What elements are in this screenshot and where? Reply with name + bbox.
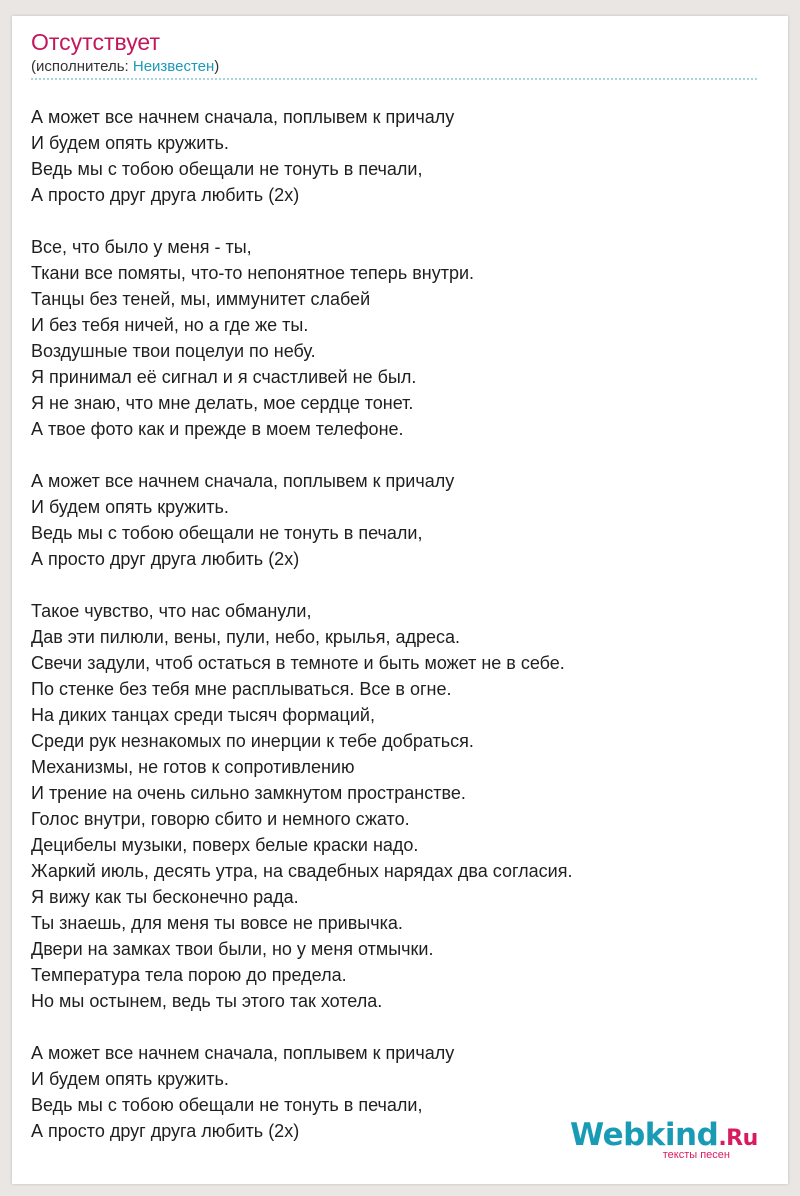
lyrics-line: Воздушные твои поцелуи по небу.: [31, 341, 316, 361]
lyrics-line: А просто друг друга любить (2x): [31, 549, 300, 569]
lyrics-line: И будем опять кружить.: [31, 133, 229, 153]
lyrics-stanza: [31, 104, 761, 208]
brand-tld: .Ru: [718, 1126, 758, 1151]
lyrics-line: Среди рук незнакомых по инерции к тебе добраться.: [31, 731, 474, 751]
lyrics-line: А просто друг друга любить (2x): [31, 1121, 300, 1141]
song-title: Отсутствует: [31, 29, 160, 55]
lyrics-line: Жаркий июль, десять утра, на свадебных нарядах два согласия.: [31, 861, 573, 881]
lyrics-line: А может все начнем сначала, поплывем к причалу: [31, 471, 455, 491]
meta-prefix: (исполнитель:: [31, 58, 133, 75]
lyrics-line: И без тебя ничей, но а где же ты.: [31, 315, 309, 335]
lyrics-line: Температура тела порою до предела.: [31, 965, 347, 985]
lyrics-line: Такое чувство, что нас обманули,: [31, 601, 312, 621]
lyrics-stanza: [31, 468, 761, 572]
lyrics-line: Я не знаю, что мне делать, мое сердце тонет.: [31, 393, 414, 413]
lyrics-line: А твое фото как и прежде в моем телефоне.: [31, 419, 404, 439]
lyrics-line: Ткани все помяты, что-то непонятное теперь внутри.: [31, 263, 475, 283]
lyrics-line: Децибелы музыки, поверх белые краски надо.: [31, 835, 419, 855]
lyrics-line: Ведь мы с тобою обещали не тонуть в печали,: [31, 1095, 423, 1115]
lyrics-line: Голос внутри, говорю сбито и немного сжато.: [31, 809, 410, 829]
lyrics-line: Но мы остынем, ведь ты этого так хотела.: [31, 991, 383, 1011]
lyrics-line: Ведь мы с тобою обещали не тонуть в печали,: [31, 523, 423, 543]
lyrics-line: Ты знаешь, для меня ты вовсе не привычка.: [31, 913, 403, 933]
dotted-divider: [31, 78, 757, 80]
artist-link[interactable]: Неизвестен: [132, 58, 215, 75]
lyrics-line: И будем опять кружить.: [31, 1069, 229, 1089]
song-meta: [31, 58, 219, 76]
lyrics-line: Все, что было у меня - ты,: [31, 237, 252, 257]
meta-suffix: ): [214, 58, 220, 75]
lyrics-line: Механизмы, не готов к сопротивлению: [31, 757, 355, 777]
lyrics-line: И будем опять кружить.: [31, 497, 229, 517]
lyrics-line: Дав эти пилюли, вены, пули, небо, крылья, адреса.: [31, 627, 461, 647]
lyrics-body: [31, 104, 761, 1170]
brand-tagline: тексты песен: [662, 1149, 730, 1161]
brand-main: Webkind: [570, 1117, 719, 1153]
lyrics-line: Двери на замках твои были, но у меня отмычки.: [31, 939, 434, 959]
lyrics-line: Ведь мы с тобою обещали не тонуть в печали,: [31, 159, 423, 179]
lyrics-line: А просто друг друга любить (2x): [31, 185, 300, 205]
lyrics-line: По стенке без тебя мне расплываться. Все в огне.: [31, 679, 452, 699]
lyrics-line: А может все начнем сначала, поплывем к причалу: [31, 107, 455, 127]
lyrics-stanza: [31, 598, 761, 1014]
lyrics-line: Я вижу как ты бесконечно рада.: [31, 887, 299, 907]
lyrics-line: Я принимал её сигнал и я счастливей не был.: [31, 367, 417, 387]
lyrics-line: На диких танцах среди тысяч формаций,: [31, 705, 375, 725]
lyrics-line: Танцы без теней, мы, иммунитет слабей: [31, 289, 371, 309]
lyrics-line: Свечи задули, чтоб остаться в темноте и быть может не в себе.: [31, 653, 565, 673]
lyrics-line: А может все начнем сначала, поплывем к причалу: [31, 1043, 455, 1063]
lyrics-stanza: [31, 234, 761, 442]
watermark-logo: [570, 1117, 770, 1177]
lyrics-line: И трение на очень сильно замкнутом пространстве.: [31, 783, 466, 803]
